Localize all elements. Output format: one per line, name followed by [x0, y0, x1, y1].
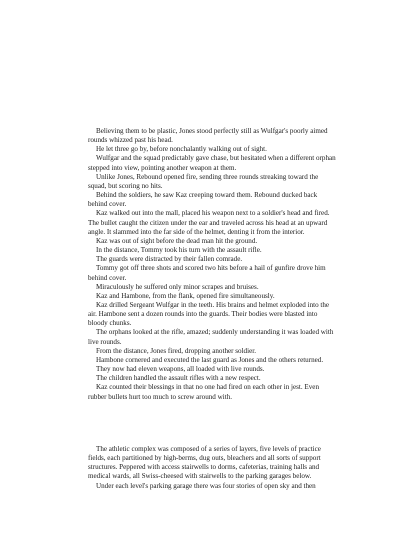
paragraph: Miraculously he suffered only minor scrapes and bruises.	[96, 282, 259, 291]
paragraph: In the distance, Tommy took his turn with the assault rifle.	[96, 246, 262, 255]
paragraph: From the distance, Jones fired, dropping another soldier.	[96, 346, 256, 355]
paragraph: Wulfgar and the squad predictably gave chase, but hesitated when a different orphan stepped into view, pointing another weapon at them.	[88, 154, 336, 172]
paragraph: The athletic complex was composed of a series of layers, five levels of practice fields, each partitioned by high-berms, dug outs, bleachers and all sorts of support structures. Peppered with access stairwells to dorms, cafeterias, training halls and medical wards, all Swiss-cheesed with stairwells to the parking garages below.	[88, 445, 321, 481]
text-section-mall-fight	[88, 127, 338, 402]
paragraph: Behind the soldiers, he saw Kaz creeping toward them. Rebound ducked back behind cover.	[88, 191, 318, 209]
paragraph: The children handled the assault rifles with a new respect.	[96, 374, 261, 383]
paragraph: Unlike Jones, Rebound opened fire, sending three rounds streaking toward the squad, but scoring no hits.	[88, 172, 319, 190]
paragraph: The orphans looked at the rifle, amazed; suddenly understanding it was loaded with live rounds.	[88, 328, 334, 346]
paragraph: Hambone cornered and executed the last guard as Jones and the others returned.	[96, 355, 324, 364]
paragraph: They now had eleven weapons, all loaded with live rounds.	[96, 365, 265, 374]
paragraph: Kaz and Hambone, from the flank, opened fire simultaneously.	[96, 291, 275, 300]
paragraph: The guards were distracted by their fallen comrade.	[96, 255, 243, 264]
paragraph: Kaz was out of sight before the dead man hit the ground.	[96, 236, 258, 245]
paragraph: Under each level's parking garage there was four stories of open sky and then	[96, 481, 316, 490]
paragraph: He let three go by, before nonchalantly walking out of sight.	[96, 145, 267, 154]
paragraph: Tommy got off three shots and scored two hits before a hail of gunfire drove him behind cover.	[88, 264, 326, 282]
paragraph: Kaz drilled Sergeant Wulfgar in the teeth. His brains and helmet exploded into the air. Hambone sent a dozen rounds into the guards. Their bodies were blasted into bloody chunks.	[88, 300, 330, 328]
text-section-athletic-complex	[88, 445, 338, 491]
paragraph: Kaz counted their blessings in that no one had fired on each other in jest. Even rubber bullets hurt too much to screw around with.	[88, 383, 319, 401]
paragraph: Kaz walked out into the mall, placed his weapon next to a soldier's head and fired. The bullet caught the citizen under the ear and traveled across his head at an upward angle. It slammed into the far side of the helmet, denting it from the interior.	[88, 209, 330, 236]
paragraph: Believing them to be plastic, Jones stood perfectly still as Wulfgar's poorly aimed rounds whizzed past his head.	[88, 127, 328, 145]
